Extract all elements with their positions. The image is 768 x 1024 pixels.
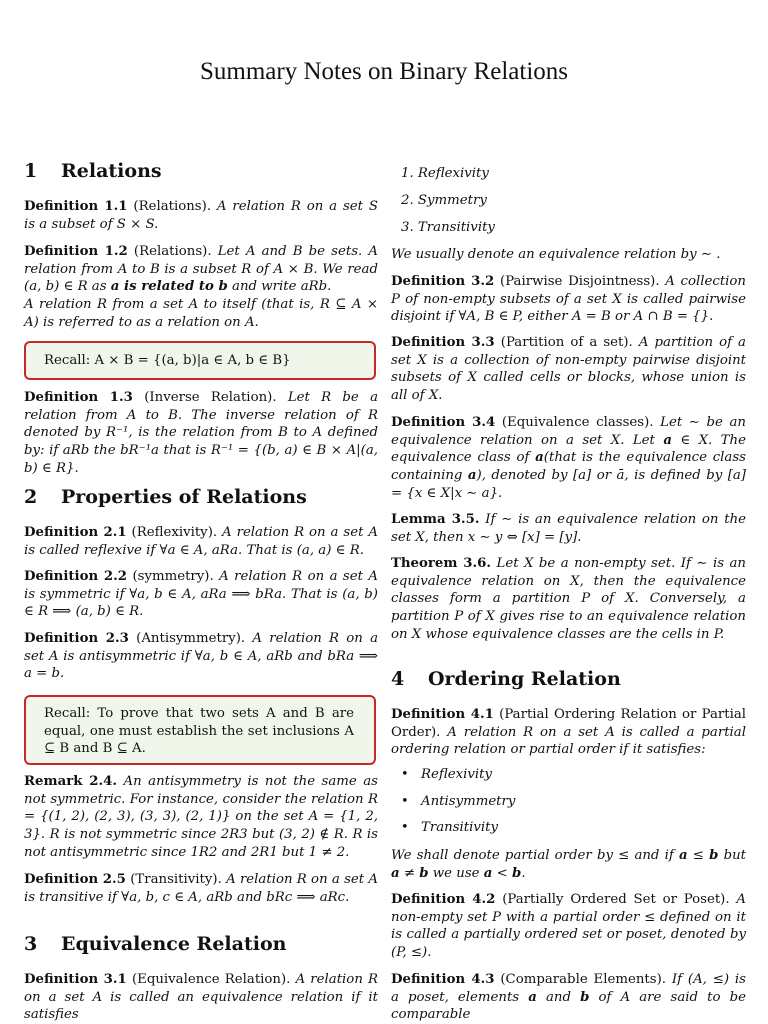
- theorem-body: Let X be a non-empty set. If ∼ is an equivalence relation on X, then the equivalence classes form a partition P of X. Conversely, a partition P of X gives rise to an equivalence relation on X whose equivalence classes are the cells in P.: [391, 556, 746, 642]
- note-text: but: [723, 848, 746, 863]
- bold-symbol: a: [678, 848, 688, 863]
- definition-label: Definition 1.3: [24, 390, 133, 405]
- definition-label: Definition 3.4: [391, 415, 496, 430]
- definition-body: and write aRb.: [232, 279, 332, 295]
- definition-2-2: [24, 568, 378, 621]
- definition-2-1: [24, 524, 378, 559]
- section-title: Properties of Relations: [61, 486, 307, 508]
- section-1-heading: [24, 160, 162, 182]
- section-title: Relations: [61, 160, 162, 182]
- section-title: Ordering Relation: [428, 668, 621, 690]
- definition-label: Definition 4.3: [391, 972, 495, 987]
- definition-body: A relation R on a set A is antisymmetric if ∀a, b ∈ A, aRb and bRa ⟹ a = b.: [24, 631, 379, 682]
- definition-body: Let R be a relation from A to B. The inverse relation of R denoted by R⁻¹, is the relation from B to A defined by: if aRb the bR⁻¹a that is R⁻¹ = {(b, a) ∈ B × A|(a, b) ∈ R}.: [24, 390, 378, 476]
- definition-body: of A are said to be comparable: [391, 989, 746, 1023]
- definition-2-5: [24, 871, 378, 906]
- definition-body: A relation R on a set A is symmetric if ∀a, b ∈ A, aRa ⟹ bRa. That is (a, b) ∈ R ⟹ (a, b) ∈ R.: [24, 569, 378, 620]
- definition-body: A partition of a set X is a collection of non-empty pairwise disjoint subsets of X called cells or blocks, whose union is all of X.: [391, 335, 746, 404]
- section-3-heading: [24, 933, 286, 955]
- section-number: 1: [24, 160, 38, 182]
- bold-symbol: b: [709, 848, 719, 863]
- definition-name: (Relations).: [133, 199, 212, 214]
- remark-2-4: [24, 773, 378, 862]
- definition-body: (that is the equivalence class containing: [391, 450, 747, 484]
- definition-label: Definition 2.1: [24, 525, 127, 540]
- bold-symbol: b: [419, 865, 429, 881]
- document-title: Summary Notes on Binary Relations: [199, 58, 569, 85]
- list-item: 3. Transitivity: [401, 220, 495, 235]
- recall-text: Recall: A × B = {(a, b)|a ∈ A, b ∈ B}: [44, 353, 291, 368]
- definition-body: ∈ X. The equivalence class of: [391, 432, 746, 466]
- bullet: •: [401, 767, 409, 782]
- bold-symbol: a: [535, 450, 544, 466]
- recall-text: Recall: To prove that two sets A and B are equal, one must establish the set inclusions A ⊆ B and B ⊆ A.: [44, 706, 354, 757]
- ordering-note: [391, 847, 746, 882]
- definition-name: (Relations).: [133, 244, 212, 259]
- definition-name: (Comparable Elements).: [500, 972, 666, 987]
- definition-1-1: [24, 198, 378, 233]
- definition-emphasis: a is related to b: [110, 279, 228, 295]
- remark-label: Remark 2.4.: [24, 774, 118, 789]
- definition-4-1: [391, 706, 746, 759]
- definition-body: A relation R on a set S is a subset of S × S.: [24, 199, 378, 232]
- definition-label: Definition 3.1: [24, 972, 127, 987]
- note-text: <: [496, 865, 508, 881]
- definition-name: (Antisymmetry).: [136, 631, 246, 646]
- bullet: •: [401, 794, 409, 809]
- recall-box: [24, 695, 376, 765]
- theorem-label: Theorem 3.6.: [391, 556, 492, 571]
- definition-label: Definition 2.5: [24, 872, 126, 887]
- definition-body: ), denoted by [a] or ā, is defined by [a] = {x ∈ X|x ∼ a}.: [391, 468, 746, 501]
- definition-body: Let A and B be sets. A relation from A to B is a subset R of A × B. We read (a, b) ∈ R as: [24, 244, 378, 295]
- definition-name: (Partially Ordered Set or Poset).: [502, 892, 730, 907]
- definition-1-2: [24, 243, 378, 332]
- definition-body: A relation R on a set A is called a partial ordering relation or partial order if it satisfies:: [391, 724, 746, 758]
- section-number: 3: [24, 933, 38, 955]
- theorem-3-6: [391, 555, 746, 644]
- definition-3-2: [391, 273, 746, 326]
- bold-symbol: a: [483, 865, 493, 881]
- equivalence-note: We usually denote an equivalence relation by ∼ .: [391, 247, 721, 262]
- definition-name: (Reflexivity).: [131, 525, 218, 540]
- definition-label: Definition 3.2: [391, 274, 495, 289]
- lemma-3-5: [391, 511, 746, 546]
- definition-body: A relation R on a set A is called an equivalence relation if it satisfies: [24, 972, 379, 1023]
- list-item: 1. Reflexivity: [401, 166, 489, 181]
- definition-label: Definition 2.3: [24, 631, 129, 646]
- definition-body: if ∀a ∈ A, aRa. That is (a, a) ∈ R.: [146, 542, 364, 558]
- definition-4-2: [391, 891, 746, 962]
- definition-3-1: [24, 971, 378, 1024]
- definition-1-3: [24, 389, 378, 478]
- definition-name: (Pairwise Disjointness).: [500, 274, 660, 289]
- bold-symbol: b: [512, 865, 522, 881]
- bold-symbol: a: [467, 468, 477, 484]
- list-item: 2. Symmetry: [401, 193, 487, 208]
- definition-name: (Partial Ordering Relation or Partial Order).: [391, 707, 747, 740]
- recall-box: [24, 341, 376, 380]
- definition-name: (Inverse Relation).: [144, 390, 277, 405]
- definition-body: A relation R on a set A is transitive if ∀a, b, c ∈ A, aRb and bRc ⟹ aRc.: [24, 872, 378, 905]
- definition-3-4: [391, 414, 746, 503]
- definition-name: (Equivalence Relation).: [131, 972, 291, 987]
- section-number: 4: [391, 668, 405, 690]
- note-text: We shall denote partial order by ≤ and if: [391, 848, 674, 863]
- definition-body: Let ∼ be an equivalence relation on a set X. Let: [391, 415, 746, 448]
- note-text: ≤: [692, 848, 704, 863]
- bold-symbol: a: [391, 865, 400, 881]
- definition-body: A collection P of non-empty subsets of a set X is called pairwise disjoint if ∀A, B ∈ P, either A = B or A ∩ B = {}.: [391, 274, 746, 325]
- list-item: Antisymmetry: [421, 794, 516, 809]
- definition-body: If (A, ≤) is a poset, elements: [391, 972, 747, 1005]
- section-2-heading: [24, 486, 307, 508]
- section-title: Equivalence Relation: [61, 933, 287, 955]
- definition-label: Definition 4.1: [391, 707, 494, 722]
- note-text: we use: [432, 865, 480, 881]
- definition-2-3: [24, 630, 378, 683]
- bold-symbol: b: [580, 989, 590, 1005]
- definition-label: Definition 1.2: [24, 244, 128, 259]
- bold-symbol: a: [663, 432, 672, 448]
- definition-body: A relation R on a set A is called: [24, 525, 378, 558]
- definition-name: (symmetry).: [132, 569, 214, 584]
- definition-label: Definition 2.2: [24, 569, 128, 584]
- definition-body: A relation R from a set A to itself (that is, R ⊆ A × A) is referred to as a relation on A.: [24, 297, 378, 330]
- definition-label: Definition 1.1: [24, 199, 128, 214]
- definition-name: (Transitivity).: [130, 872, 222, 887]
- list-item: Reflexivity: [421, 767, 492, 782]
- definition-term: reflexive: [83, 542, 142, 558]
- note-text: .: [521, 865, 526, 881]
- definition-body: and: [545, 989, 571, 1005]
- bold-symbol: a: [528, 989, 537, 1005]
- definition-name: (Equivalence classes).: [501, 415, 654, 430]
- remark-body: An antisymmetry is not the same as not symmetric. For instance, consider the relation R = {(1, 2), (2, 3), (3, 3), (2, 1)} on the set A = {1, 2, 3}. R is not symmetric since 2R3 but (3, 2) ∉ R. R is not antisymmetric since 1R2 and 2R1 but 1 ≠ 2.: [24, 774, 379, 860]
- definition-4-3: [391, 971, 746, 1024]
- lemma-body: If ∼ is an equivalence relation on the set X, then x ∼ y ⇔ [x] = [y].: [391, 512, 746, 545]
- bullet: •: [401, 820, 409, 835]
- note-text: ≠: [403, 865, 416, 881]
- definition-label: Definition 3.3: [391, 335, 495, 350]
- lemma-label: Lemma 3.5.: [391, 512, 480, 527]
- section-number: 2: [24, 486, 38, 508]
- definition-name: (Partition of a set).: [500, 335, 633, 350]
- definition-body: A non-empty set P with a partial order ≤ defined on it is called a partially ordered set or poset, denoted by (P, ≤).: [391, 892, 746, 961]
- section-4-heading: [391, 668, 621, 690]
- definition-3-3: [391, 334, 746, 405]
- definition-label: Definition 4.2: [391, 892, 496, 907]
- list-item: Transitivity: [421, 820, 499, 835]
